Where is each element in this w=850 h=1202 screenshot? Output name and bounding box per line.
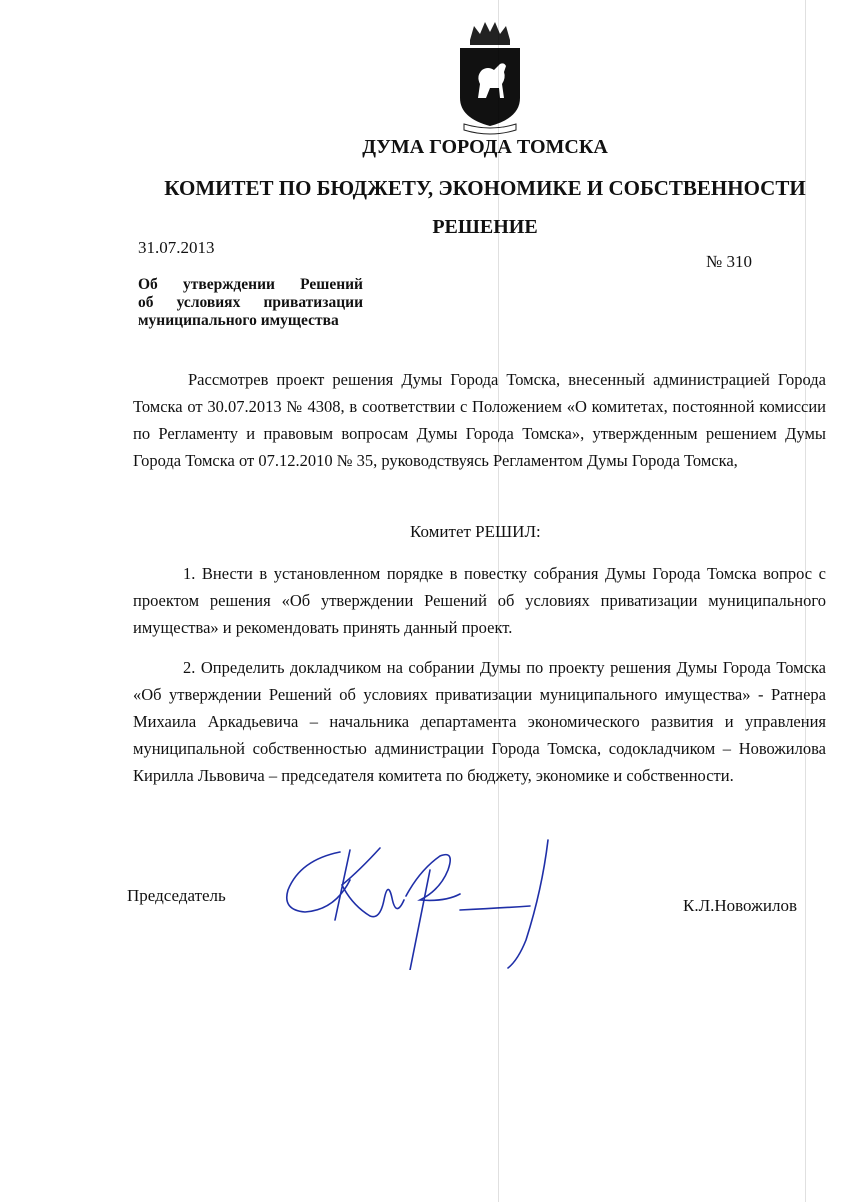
document-date: 31.07.2013 <box>138 238 215 257</box>
preamble-paragraph: Рассмотрев проект решения Думы Города Томска, внесенный администрацией Города Томска от 30.07.2013 № 4308, в соответствии с Положением «О комитетах, постоянной комиссии по Регламенту и правовым вопросам Думы Города Томска», утвержденным решением Думы Города Томска от 07.12.2010 № 35, руководствуясь Регламентом Думы Города Томска, <box>133 370 826 470</box>
organization-title: ДУМА ГОРОДА ТОМСКА <box>362 136 608 158</box>
subject-line: муниципального имущества <box>138 312 339 329</box>
committee-title: КОМИТЕТ ПО БЮДЖЕТУ, ЭКОНОМИКЕ И СОБСТВЕННОСТИ <box>164 176 806 200</box>
signatory-role: Председатель <box>127 886 226 905</box>
subject-line: Об утверждении Решений <box>138 276 363 293</box>
handwritten-signature <box>280 830 580 970</box>
decision-item-1: 1. Внести в установленном порядке в повестку собрания Думы Города Томска вопрос с проектом решения «Об утверждении Решений об условиях приватизации муниципального имущества» и рекомендовать принять данный проект. <box>133 564 826 637</box>
document-number: № 310 <box>706 252 752 271</box>
signatory-name: К.Л.Новожилов <box>683 896 797 915</box>
coat-of-arms-icon <box>450 18 530 136</box>
scan-artifact-line <box>805 0 806 1202</box>
document-subject <box>138 276 363 330</box>
decision-heading: Комитет РЕШИЛ: <box>410 522 541 541</box>
subject-line: об условиях приватизации <box>138 294 363 311</box>
decision-item-2: 2. Определить докладчиком на собрании Думы по проекту решения Думы Города Томска «Об утверждении Решений об условиях приватизации муниципального имущества» - Ратнера Михаила Аркадьевича – начальника департамента экономического развития и управления муниципальной собственностью администрации Города Томска, содокладчиком – Новожилова Кирилла Львовича – председателя комитета по бюджету, экономике и собственности. <box>133 658 826 785</box>
scan-artifact-line <box>498 0 499 1202</box>
document-type: РЕШЕНИЕ <box>432 216 538 238</box>
